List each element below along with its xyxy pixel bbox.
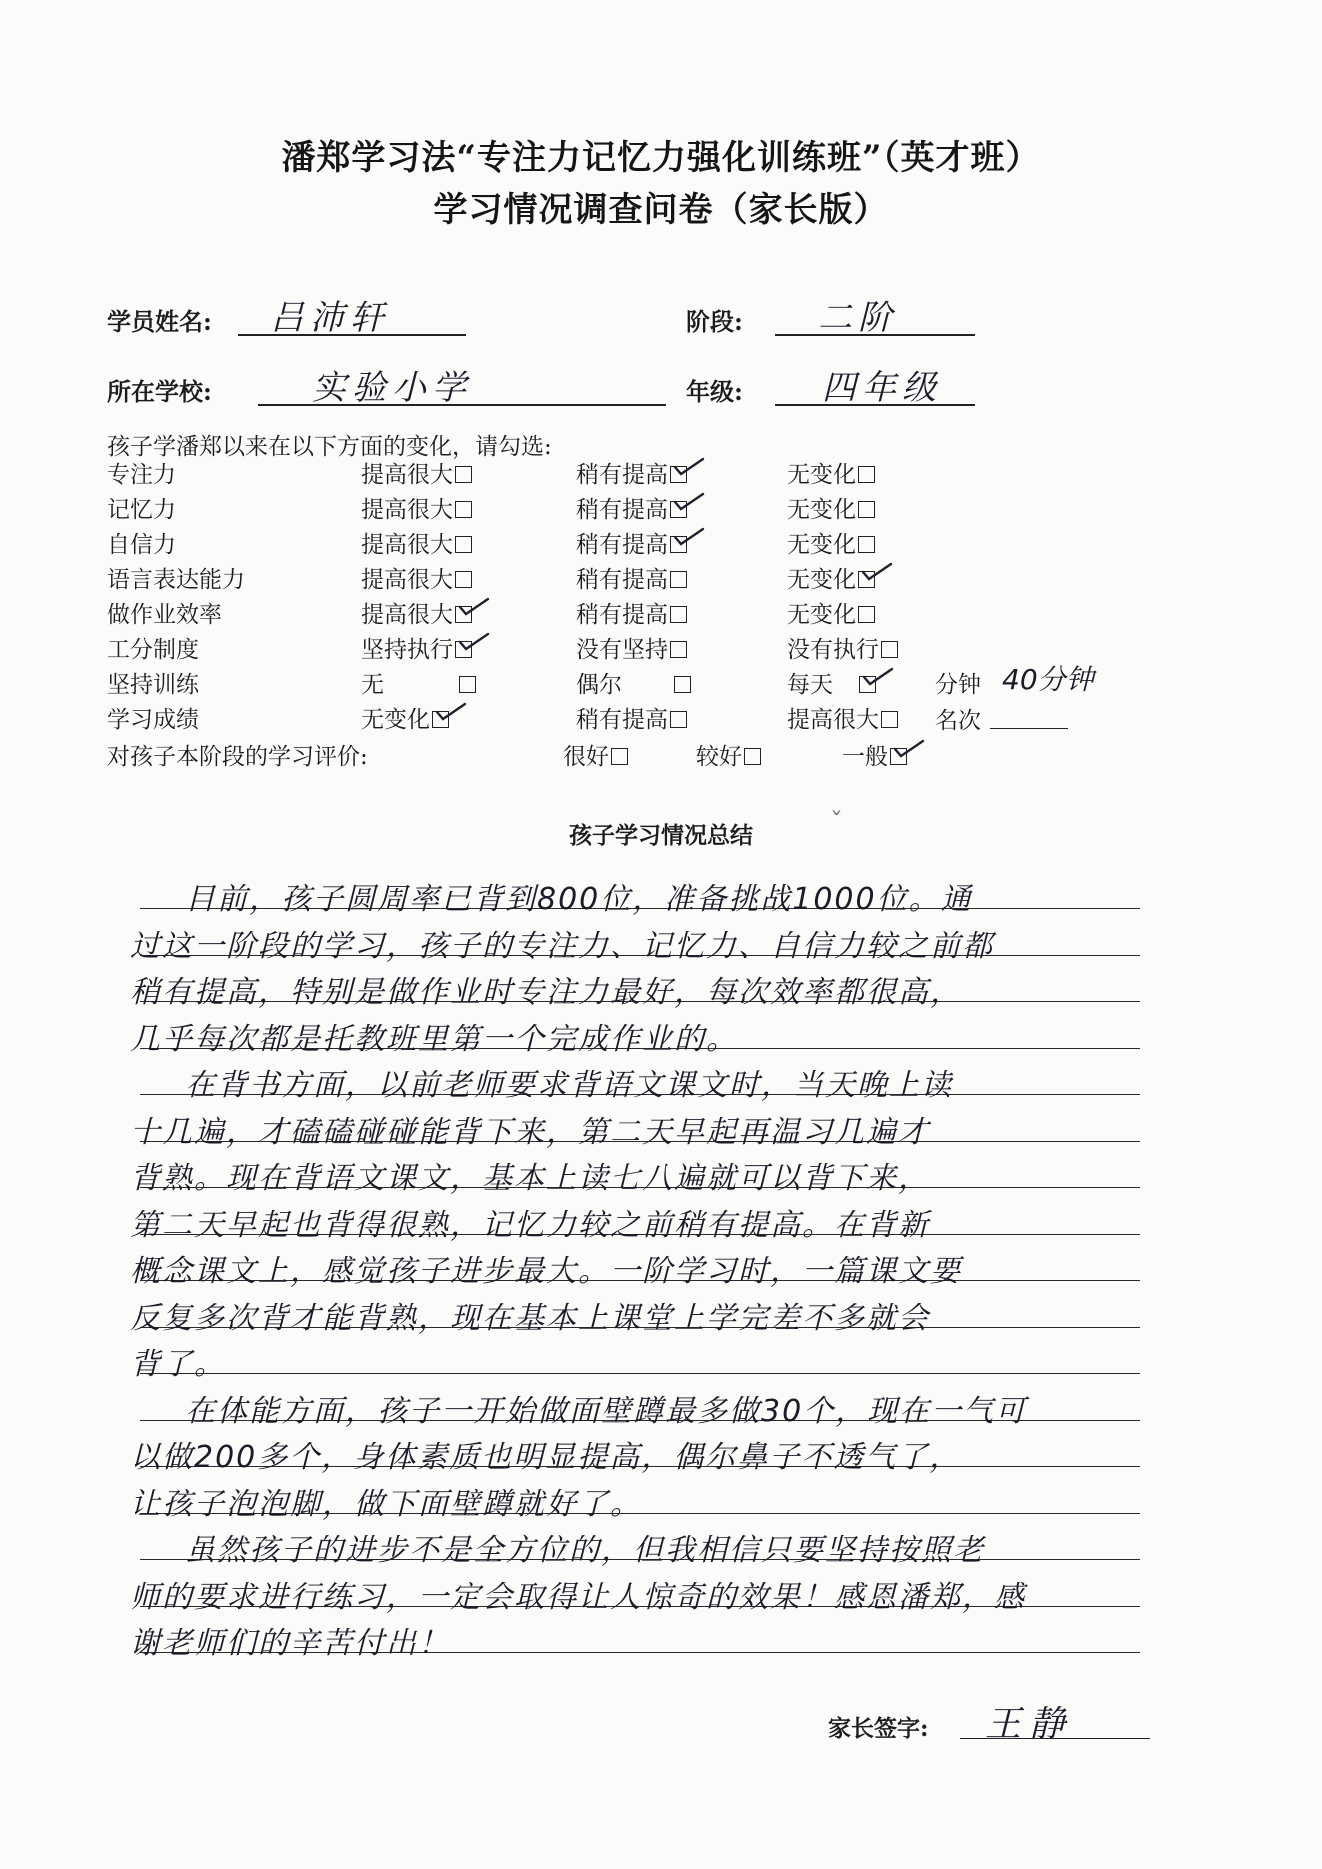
option-label: 稍有提高 [576,532,668,558]
summary-line: 以做200多个，身体素质也明显提高，偶尔鼻子不透气了， [130,1440,962,1475]
survey-option[interactable] [361,526,472,559]
survey-row-label: 记忆力 [107,497,176,523]
checkbox-checked[interactable] [670,536,687,553]
survey-instruction: 孩子学潘郑以来在以下方面的变化，请勾选: [107,434,552,460]
survey-row [107,526,1217,560]
checkbox[interactable] [674,676,691,693]
survey-row [107,491,1217,525]
eval-option-1[interactable]: 很好 [563,738,628,771]
check-mark-icon [458,632,492,654]
check-mark-icon [458,597,492,619]
signature-value: 王静 [985,1704,1074,1745]
option-label: 无变化 [787,462,856,488]
summary-line: 概念课文上，感觉孩子进步最大。一阶学习时，一篇课文要 [130,1254,962,1289]
page-title: 潘郑学习法“专注力记忆力强化训练班”（英才班） [281,138,1041,178]
option-label: 提高很大 [787,707,879,733]
school-label: 所在学校: [107,377,212,406]
checkbox[interactable] [881,711,898,728]
option-label: 提高很大 [361,567,453,593]
summary-line: 在背书方面，以前老师要求背语文课文时，当天晚上读 [185,1068,953,1103]
eval-option-2[interactable]: 较好 [696,738,761,771]
check-mark-icon [861,562,895,584]
checkbox[interactable] [670,711,687,728]
check-mark-icon [673,457,707,479]
checkbox[interactable] [670,606,687,623]
stage-value: 二阶 [818,298,898,338]
summary-line: 谢老师们的辛苦付出！ [130,1626,450,1661]
survey-option[interactable] [361,596,472,629]
survey-option[interactable] [576,596,687,629]
checkbox[interactable] [881,641,898,658]
option-label: 提高很大 [361,497,453,523]
survey-option[interactable] [787,561,875,594]
checkbox-checked[interactable] [432,711,449,728]
option-label: 无变化 [361,707,430,733]
option-label: 稍有提高 [576,602,668,628]
survey-row-label: 专注力 [107,462,176,488]
survey-option[interactable] [576,666,691,699]
option-label: 无变化 [787,532,856,558]
option-label: 偶尔 [576,672,622,698]
option-label: 稍有提高 [576,497,668,523]
student-name-label: 学员姓名: [107,307,212,336]
minutes-value: 40分钟 [1002,663,1094,696]
checkbox[interactable] [670,641,687,658]
option-label: 每天 [787,672,833,698]
grade-value: 四年级 [822,368,942,408]
survey-option[interactable] [576,456,687,489]
school-value: 实验小学 [312,368,472,408]
survey-option[interactable] [576,526,687,559]
check-mark-icon [673,492,707,514]
summary-line: 背了。 [130,1347,226,1382]
summary-line: 第二天早起也背得很熟，记忆力较之前稍有提高。在背新 [130,1207,930,1243]
summary-line: 几乎每次都是托教班里第一个完成作业的。 [130,1021,738,1057]
summary-line: 反复多次背才能背熟，现在基本上课堂上学完差不多就会 [130,1300,930,1336]
survey-option[interactable] [361,666,476,699]
checkbox[interactable] [858,606,875,623]
survey-row [107,701,1217,735]
checkbox[interactable] [455,466,472,483]
check-mark-icon [673,527,707,549]
option-label: 稍有提高 [576,567,668,593]
survey-option[interactable] [361,456,472,489]
option-label: 无变化 [787,497,856,523]
checkbox-checked[interactable] [858,571,875,588]
summary-line: 过这一阶段的学习，孩子的专注力、记忆力、自信力较之前都 [130,928,994,964]
checkbox-checked[interactable] [670,466,687,483]
survey-option[interactable] [361,561,472,594]
evaluation-label: 对孩子本阶段的学习评价: [107,744,368,770]
option-label: 无变化 [787,602,856,628]
checkbox-checked[interactable] [455,606,472,623]
ruled-line [140,1373,1140,1374]
survey-row-label: 坚持训练 [107,672,199,698]
stray-mark: ˇ [830,808,843,838]
checkbox[interactable] [459,676,476,693]
summary-title: 孩子学习情况总结 [569,822,753,849]
checkbox[interactable] [455,501,472,518]
eval-option-3[interactable]: 一般 [842,738,907,771]
summary-line: 师的要求进行练习，一定会取得让人惊奇的效果！感恩潘郑，感 [130,1579,1026,1615]
checkbox-checked[interactable] [859,676,876,693]
checkbox-checked[interactable] [890,748,907,765]
summary-line: 十几遍，才磕磕碰碰能背下来，第二天早起再温习几遍才 [130,1114,930,1150]
check-mark-icon [893,739,927,761]
check-mark-icon [862,667,896,689]
checkbox[interactable] [858,466,875,483]
rank-label: 名次 [935,708,981,734]
survey-option[interactable] [787,456,875,489]
survey-option[interactable] [787,701,898,734]
summary-line: 稍有提高，特别是做作业时专注力最好，每次效率都很高， [130,975,962,1010]
checkbox-checked[interactable] [670,501,687,518]
page-subtitle: 学习情况调查问卷（家长版） [433,190,889,230]
survey-option[interactable] [787,491,875,524]
survey-option[interactable] [576,561,687,594]
option-label: 提高很大 [361,602,453,628]
survey-row-label: 学习成绩 [107,707,199,733]
checkbox[interactable] [858,536,875,553]
survey-option[interactable] [361,701,449,734]
survey-option[interactable] [787,526,875,559]
survey-option[interactable] [787,596,875,629]
summary-line: 背熟。现在背语文课文，基本上读七八遍就可以背下来， [130,1161,930,1196]
checkbox[interactable] [611,748,628,765]
survey-option[interactable] [361,631,472,664]
option-label: 提高很大 [361,462,453,488]
summary-line: 虽然孩子的进步不是全方位的，但我相信只要坚持按照老 [185,1533,985,1568]
checkbox[interactable] [858,501,875,518]
minutes-label: 分钟 [935,672,981,698]
option-label: 没有执行 [787,637,879,663]
stage-label: 阶段: [686,307,743,336]
checkbox-checked[interactable] [455,641,472,658]
survey-row [107,561,1217,595]
option-label: 稍有提高 [576,462,668,488]
check-mark-icon [435,702,469,724]
option-label: 没有坚持 [576,637,668,663]
summary-line: 目前，孩子圆周率已背到800位，准备挑战1000位。通 [185,882,973,917]
checkbox[interactable] [744,748,761,765]
rank-line [990,728,1068,729]
student-name-value: 吕沛轩 [270,298,390,338]
survey-row-label: 做作业效率 [107,602,222,628]
survey-option[interactable] [576,701,687,734]
summary-line: 在体能方面，孩子一开始做面壁蹲最多做30个，现在一气可 [185,1393,1028,1429]
summary-line: 让孩子泡泡脚，做下面壁蹲就好了。 [130,1486,642,1522]
option-label: 无 [361,672,384,698]
option-label: 稍有提高 [576,707,668,733]
checkbox[interactable] [670,571,687,588]
survey-option[interactable] [576,491,687,524]
survey-option[interactable] [361,491,472,524]
option-label: 提高很大 [361,532,453,558]
grade-label: 年级: [686,377,743,406]
checkbox[interactable] [455,536,472,553]
survey-row-label: 自信力 [107,532,176,558]
survey-option[interactable] [787,631,898,664]
evaluation-row [107,738,1217,772]
survey-option[interactable] [576,631,687,664]
signature-label: 家长签字: [828,1715,929,1742]
survey-row-label: 工分制度 [107,637,199,663]
checkbox[interactable] [455,571,472,588]
option-label: 坚持执行 [361,637,453,663]
survey-row [107,596,1217,630]
option-label: 无变化 [787,567,856,593]
survey-row [107,456,1217,490]
survey-row-label: 语言表达能力 [107,567,245,593]
survey-option[interactable] [787,666,876,699]
